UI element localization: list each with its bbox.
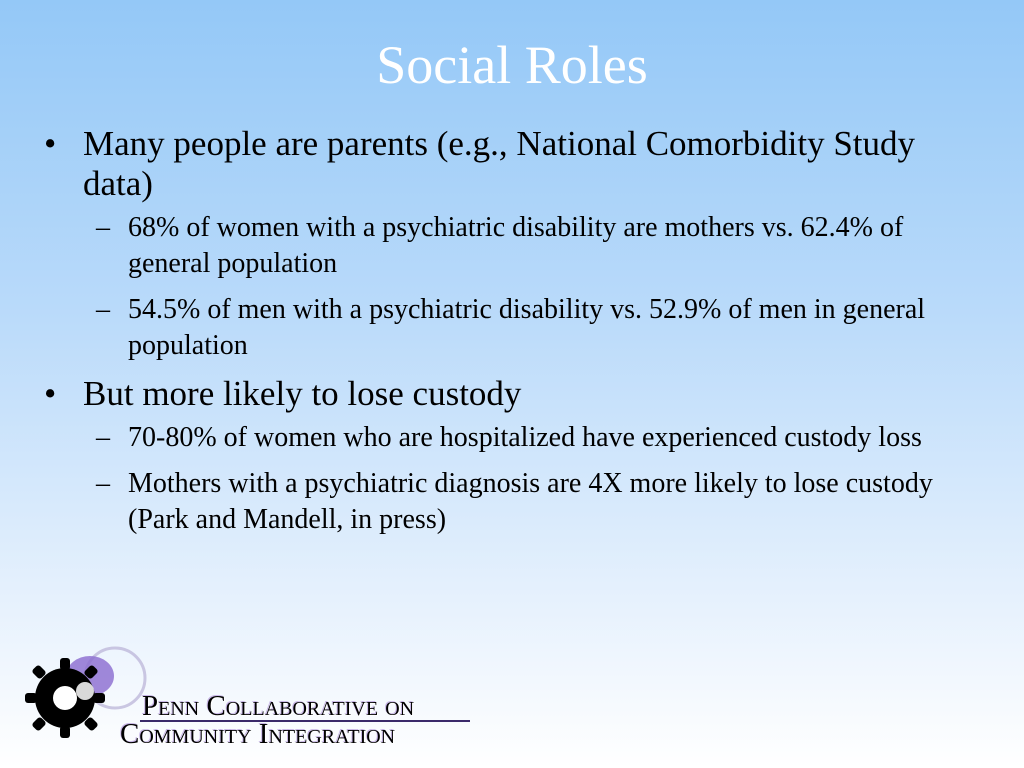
sub-bullet-item (0, 420, 968, 456)
bullet-item (0, 374, 943, 414)
bullet-text: Many people are parents (e.g., National Comorbidity Study data) (83, 124, 916, 203)
bullet-marker: • (44, 374, 57, 413)
sub-bullet-marker: – (96, 422, 110, 453)
sub-bullet-marker: – (96, 294, 110, 325)
bullet-text: But more likely to lose custody (83, 374, 522, 413)
logo-text-line1: Penn Collaborative on (142, 690, 415, 722)
slide-title: Social Roles (376, 35, 648, 95)
slide-content (0, 124, 1024, 548)
sub-bullet-text: 54.5% of men with a psychiatric disability vs. 52.9% of men in general population (128, 294, 926, 361)
bullet-item (0, 124, 943, 204)
penn-collaborative-logo (20, 636, 460, 756)
sub-bullet-item (0, 210, 968, 282)
sub-bullet-marker: – (96, 468, 110, 499)
sub-bullet-text: 70-80% of women who are hospitalized have experienced custody loss (128, 422, 922, 453)
sub-bullet-text: Mothers with a psychiatric diagnosis are 4X more likely to lose custody (Park and Mandell, in press) (128, 468, 933, 535)
bullet-marker: • (44, 124, 57, 163)
sub-bullet-marker: – (96, 212, 110, 243)
sub-bullet-item (0, 466, 968, 538)
logo-text-line2: Community Integration (120, 718, 396, 750)
sub-bullet-text: 68% of women with a psychiatric disability are mothers vs. 62.4% of general population (128, 212, 904, 279)
sub-bullet-item (0, 292, 968, 364)
